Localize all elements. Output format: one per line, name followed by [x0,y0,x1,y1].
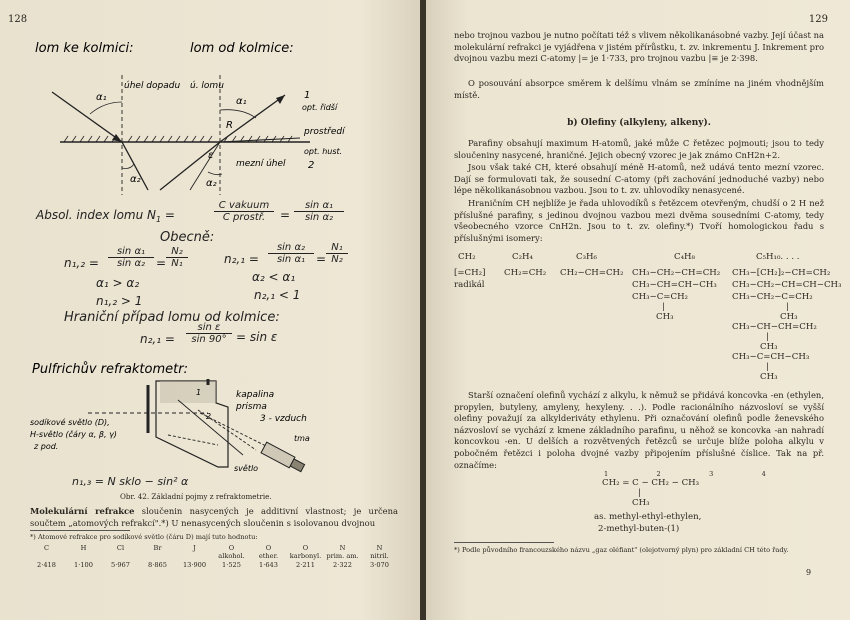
label-opt-hust: opt. hust. [304,147,343,156]
series-head-c3h6: C₃H₆ [576,252,597,262]
refraction-type: karbonyl. [289,552,322,560]
formula-absol-fraction2: sin α₁ sin α₂ [294,200,344,223]
refraction-type: prim. am. [326,552,359,560]
series-head-ch2: CH₂ [458,252,476,262]
label-opt-ridsi: opt. řidší [302,103,338,112]
refraction-value: 5·967 [111,561,130,569]
formula-refractometer: n₁,₃ = N sklo − sin² α [72,475,189,488]
footnote-divider-right [454,542,554,543]
isobutylene: CH₃−C=CH₂ [632,292,689,302]
label-epsilon: ε [208,150,214,161]
label-kapalina: kapalina [236,390,275,400]
page-number-left: 128 [8,14,28,25]
butene-2: CH₃−CH=CH−CH₃ [632,280,717,290]
refraction-cell [250,544,287,569]
example-name-1: as. methyl-ethyl-ethylen, [594,512,702,522]
page-number-right: 129 [808,14,828,25]
radical-formula: [=CH₂] [454,268,486,278]
refraction-cell [176,544,213,569]
example-atom-numbers: 1 2 3 4 [604,470,766,478]
isobutylene-branch: CH₃ [656,312,674,322]
refraction-element: H [80,544,87,552]
pentene-5: CH₃−C=CH−CH₃ [732,352,810,362]
paragraph-nazvoslovi: Starší označení olefinů vychází z alkylu, k němuž se přidává koncovka -en (ethylen, propylen, butyleny, amyleny, hexyleny. . .). Podle racionálního názvosloví se vyšší olefiny považují za alkylderiváty ethylenu. Při označování olefinů podle ženevského názvosloví se vychází z kmene základního parafinu, u něhož se koncovka -an nahradí koncovkou -en. U delších a rozvětvených řetězců se určuje blíže poloha alkylu v pobočném řetězci i poloha dvojné vazby připojením příslušné číslice. Tak na př. označíme: [454,390,824,470]
paragraph-hranicnim: Hraničním CH nejblíže je řada uhlovodíků s řetězcem otevřeným, chudší o 2 H než příslušné parafiny, s jedinou dvojnou vazbou mezi dvěma sousedními C-atomy, tedy všeobecného vzorce CnH2n. Jsou to t. zv. olefiny.*) Tvoří homologickou řadu s příslušnými isomery: [454,198,824,243]
label-h-svetlo: H-světlo (čáry α, β, γ) [30,430,117,439]
butene-1: CH₃−CH₂−CH=CH₂ [632,268,721,278]
pentene-5-branch: CH₃ [760,372,778,382]
formula-eps-right: = sin ε [236,330,278,344]
formula-ineq3: n₁,₂ > 1 [96,294,143,308]
formula-n12-frac1: sin α₁ sin α₂ [108,246,154,269]
refraction-value: 1·525 [222,561,241,569]
telescope [261,442,305,473]
footnote-right: *) Podle původního francouzského názvu „gaz oléfiant" (olejotvorný plyn) pro základní CH této řady. [454,546,789,554]
series-head-c5h10: C₅H₁₀. . . . [756,252,800,262]
refraction-value: 8·865 [148,561,167,569]
paragraph-molekularni-refrakce: Molekulární refrakce sloučenin nasycených je additivní vlastnost; je určena součtem „atomových refrakcí".*) U nenasycených sloučenin s isolovanou dvojnou [30,506,398,528]
label-alpha2-left: α₂ [130,174,141,185]
refraction-cell [287,544,324,569]
formula-absol-label: Absol. index lomu $N_1$ = [36,208,175,224]
formula-hranicni: Hraniční případ lomu od kolmice: [64,310,280,325]
propylene-formula: CH₂−CH=CH₂ [560,268,624,278]
refraction-value: 3·070 [370,561,389,569]
interface-hatching [64,136,292,142]
refraction-cell [213,544,250,569]
refraction-element: O [302,544,309,552]
formula-n12-frac2: N₂ N₁ [166,246,188,269]
pentene-3: CH₃−CH₂−C=CH₂ [732,292,813,302]
label-vzduch: 3 - vzduch [260,414,307,424]
label-alpha2-right: α₂ [206,178,217,189]
formula-eps-left: n₂,₁ = [140,332,175,346]
refraction-value: 2·211 [296,561,315,569]
refraction-element: O [265,544,272,552]
label-prisma: prisma [236,402,267,412]
label-tma: tma [294,434,310,443]
refraction-element: C [43,544,50,552]
heading-pulfrich: Pulfrichův refraktometr: [32,362,188,377]
refraction-cell [324,544,361,569]
refraction-element: N [339,544,346,552]
label-uhel-dopadu: úhel dopadu [124,81,181,91]
refraction-element: O [228,544,235,552]
pentene-4: CH₃−CH−CH=CH₂ [732,322,817,332]
refraction-cell [102,544,139,569]
isobutylene-bond: | [662,302,665,312]
refraction-cell [65,544,102,569]
refraction-type [102,552,139,561]
footnote-left: *) Atomové refrakce pro sodíkové světlo (čáru D) mají tuto hodnotu: [30,533,258,541]
refraction-type [28,552,65,561]
ethylene-formula: CH₂=CH₂ [504,268,547,278]
refraction-value: 1·100 [74,561,93,569]
formula-obecne: Obecně: [160,230,215,245]
atomic-refraction-table [28,544,398,584]
refraction-cell [28,544,65,569]
refraction-diagram [30,30,360,200]
pulfrich-refractometer-diagram [28,355,348,480]
label-1: 1 [196,388,202,397]
pentene-5-bond: | [766,362,769,372]
refraction-type: alkohol. [218,552,245,560]
refraction-element: J [193,544,196,552]
sheet-mark: 9 [806,568,812,577]
label-alpha1-left: α₁ [96,92,107,103]
label-u-lomu: ú. lomu [190,81,224,91]
refraction-type: ether. [258,552,279,560]
label-alpha1-right: α₁ [236,96,247,107]
label-R: R [226,120,233,131]
formula-ineq1: α₁ > α₂ [96,276,140,290]
refraction-element: Cl [116,544,125,552]
formula-n21-frac2: N₁ N₂ [326,242,348,265]
refraction-type [65,552,102,561]
refraction-element: N [376,544,383,552]
refraction-value: 2·418 [37,561,56,569]
label-svetlo: světlo [234,464,259,473]
refraction-element: Br [153,544,162,552]
refraction-value: 2·322 [333,561,352,569]
label-medium-1: 1 [304,90,311,101]
series-head-c4h8: C₄H₈ [674,252,695,262]
label-prostredi: prostředí [304,127,345,137]
pentene-3-bond: | [786,302,789,312]
pentene-4-branch: CH₃ [760,342,778,352]
right-page [426,0,850,620]
paragraph-inkrement: nebo trojnou vazbou je nutno počítati též s vlivem několikanásobné vazby. Její účast na molekulární refrakci je vyjádřena v jistém přírůstku, t. zv. inkrementu J. Inkrement pro dvojnou vazbu mezi C-atomy |= je 1·733, pro trojnou vazbu |≡ je 2·398. [454,30,824,64]
formula-n21-frac1: sin α₂ sin α₁ [268,242,314,265]
formula-eps-fraction: sin ε sin 90° [186,322,232,345]
left-page: 128 lom ke kolmici: lom od kolmice: úhel dopadu ú. lomu α₁ α₁ α₂ α₂ R ε 1 opt. řidší prostředí mezní úhel opt. hust. 2 Absol. index lomu $N_1$ = C vakuum C prostř. = sin α₁ sin α₂ Obecně: n₁,₂ = sin α₁ sin α₂ = N₂ N₁ n₂,₁ = sin α₂ sin α₁ = N₁ N₂ α₁ > α₂ α₂ < α₁ n₁,₂ > 1 n₂,₁ < 1 Hraniční případ lomu od kolmice: n₂,₁ = sin ε sin 90° = sin ε Pulfrichův refraktometr: 1 2 kapalina prisma 3 - vzduch sodíkové světlo (D), H-světlo (čáry α, β, γ) z pod. tma světlo n₁,₃ = N sklo − sin² α Obr. 42. Základní pojmy z refraktometrie. Molekulární refrakce sloučenin nasycených je additivní vlastnost; je určena součtem „atomových refrakcí".*) U nenasycených sloučenin s isolovanou dvojnou *) Atomové refrakce pro sodíkové světlo (čáru D) mají tuto hodnotu: C 2·418 H 1·100 Cl 5·967 Br 8·865 J 13·900 O alkohol. 1·525 O ether. 1·643 O karbonyl. 2·211 N prim. am. 2·322 N nitril. 3·070 [0,0,422,620]
label-2: 2 [206,412,212,421]
pentene-3-branch: CH₃ [780,312,798,322]
refraction-value: 13·900 [182,561,207,569]
example-formula: CH₂ = C − CH₂ − CH₃ [602,478,700,488]
refraction-type: nitril. [370,552,389,560]
pentene-1: CH₃−[CH₂]₂−CH=CH₂ [732,268,831,278]
refraction-value: 1·643 [259,561,278,569]
label-sodik: sodíkové světlo (D), [30,418,110,427]
heading-lom-ke-kolmici: lom ke kolmici: [35,41,134,56]
paragraph-parafiny: Parafiny obsahují maximum H-atomů, jaké může C řetězec pojmouti; jsou to tedy sloučeniny nasycené, hraničné. Jejich obecný vzorec je jak známo CnH2n+2. [454,138,824,160]
formula-absol-fraction1: C vakuum C prostř. [214,200,274,223]
formula-ineq4: n₂,₁ < 1 [254,288,301,302]
formula-n21-left: n₂,₁ = [224,252,259,266]
heading-lom-od-kolmice: lom od kolmice: [190,41,294,56]
formula-n12-left: n₁,₂ = [64,256,99,270]
paragraph-absorpce: O posouvání absorpce směrem k delšímu vlnám se zmíníme na jiném vhodnějším místě. [454,78,824,100]
example-branch: CH₃ [632,498,650,508]
refraction-cell [139,544,176,569]
section-heading-olefiny: b) Olefiny (alkyleny, alkeny). [567,118,711,128]
example-bond: | [638,488,641,498]
label-mezni-uhel: mezní úhel [236,159,286,169]
formula-ineq2: α₂ < α₁ [252,270,296,284]
label-medium-2: 2 [308,160,315,171]
refraction-type [176,552,213,561]
paragraph-nenasycene: Jsou však také CH, které obsahují méně H-atomů, než udává tento mezní vzorec. Dají se formulovati tak, že sousední C-atomy (při zachování jednoduché vazby) nebo lépe několikanásobnou vazbou. Jsou to t. zv. uhlovodíky nenasycené. [454,162,824,196]
pentene-2: CH₃−CH₂−CH=CH−CH₃ [732,280,842,290]
refraction-cell [361,544,398,569]
radical-label: radikál [454,280,485,290]
refraction-type [139,552,176,561]
footnote-divider [30,530,130,531]
pentene-4-bond: | [766,332,769,342]
label-pod: z pod. [34,442,59,451]
series-head-c2h4: C₂H₄ [512,252,533,262]
figure-caption: Obr. 42. Základní pojmy z refraktometrie. [120,492,272,501]
example-name-2: 2-methyl-buten-(1) [598,524,680,534]
